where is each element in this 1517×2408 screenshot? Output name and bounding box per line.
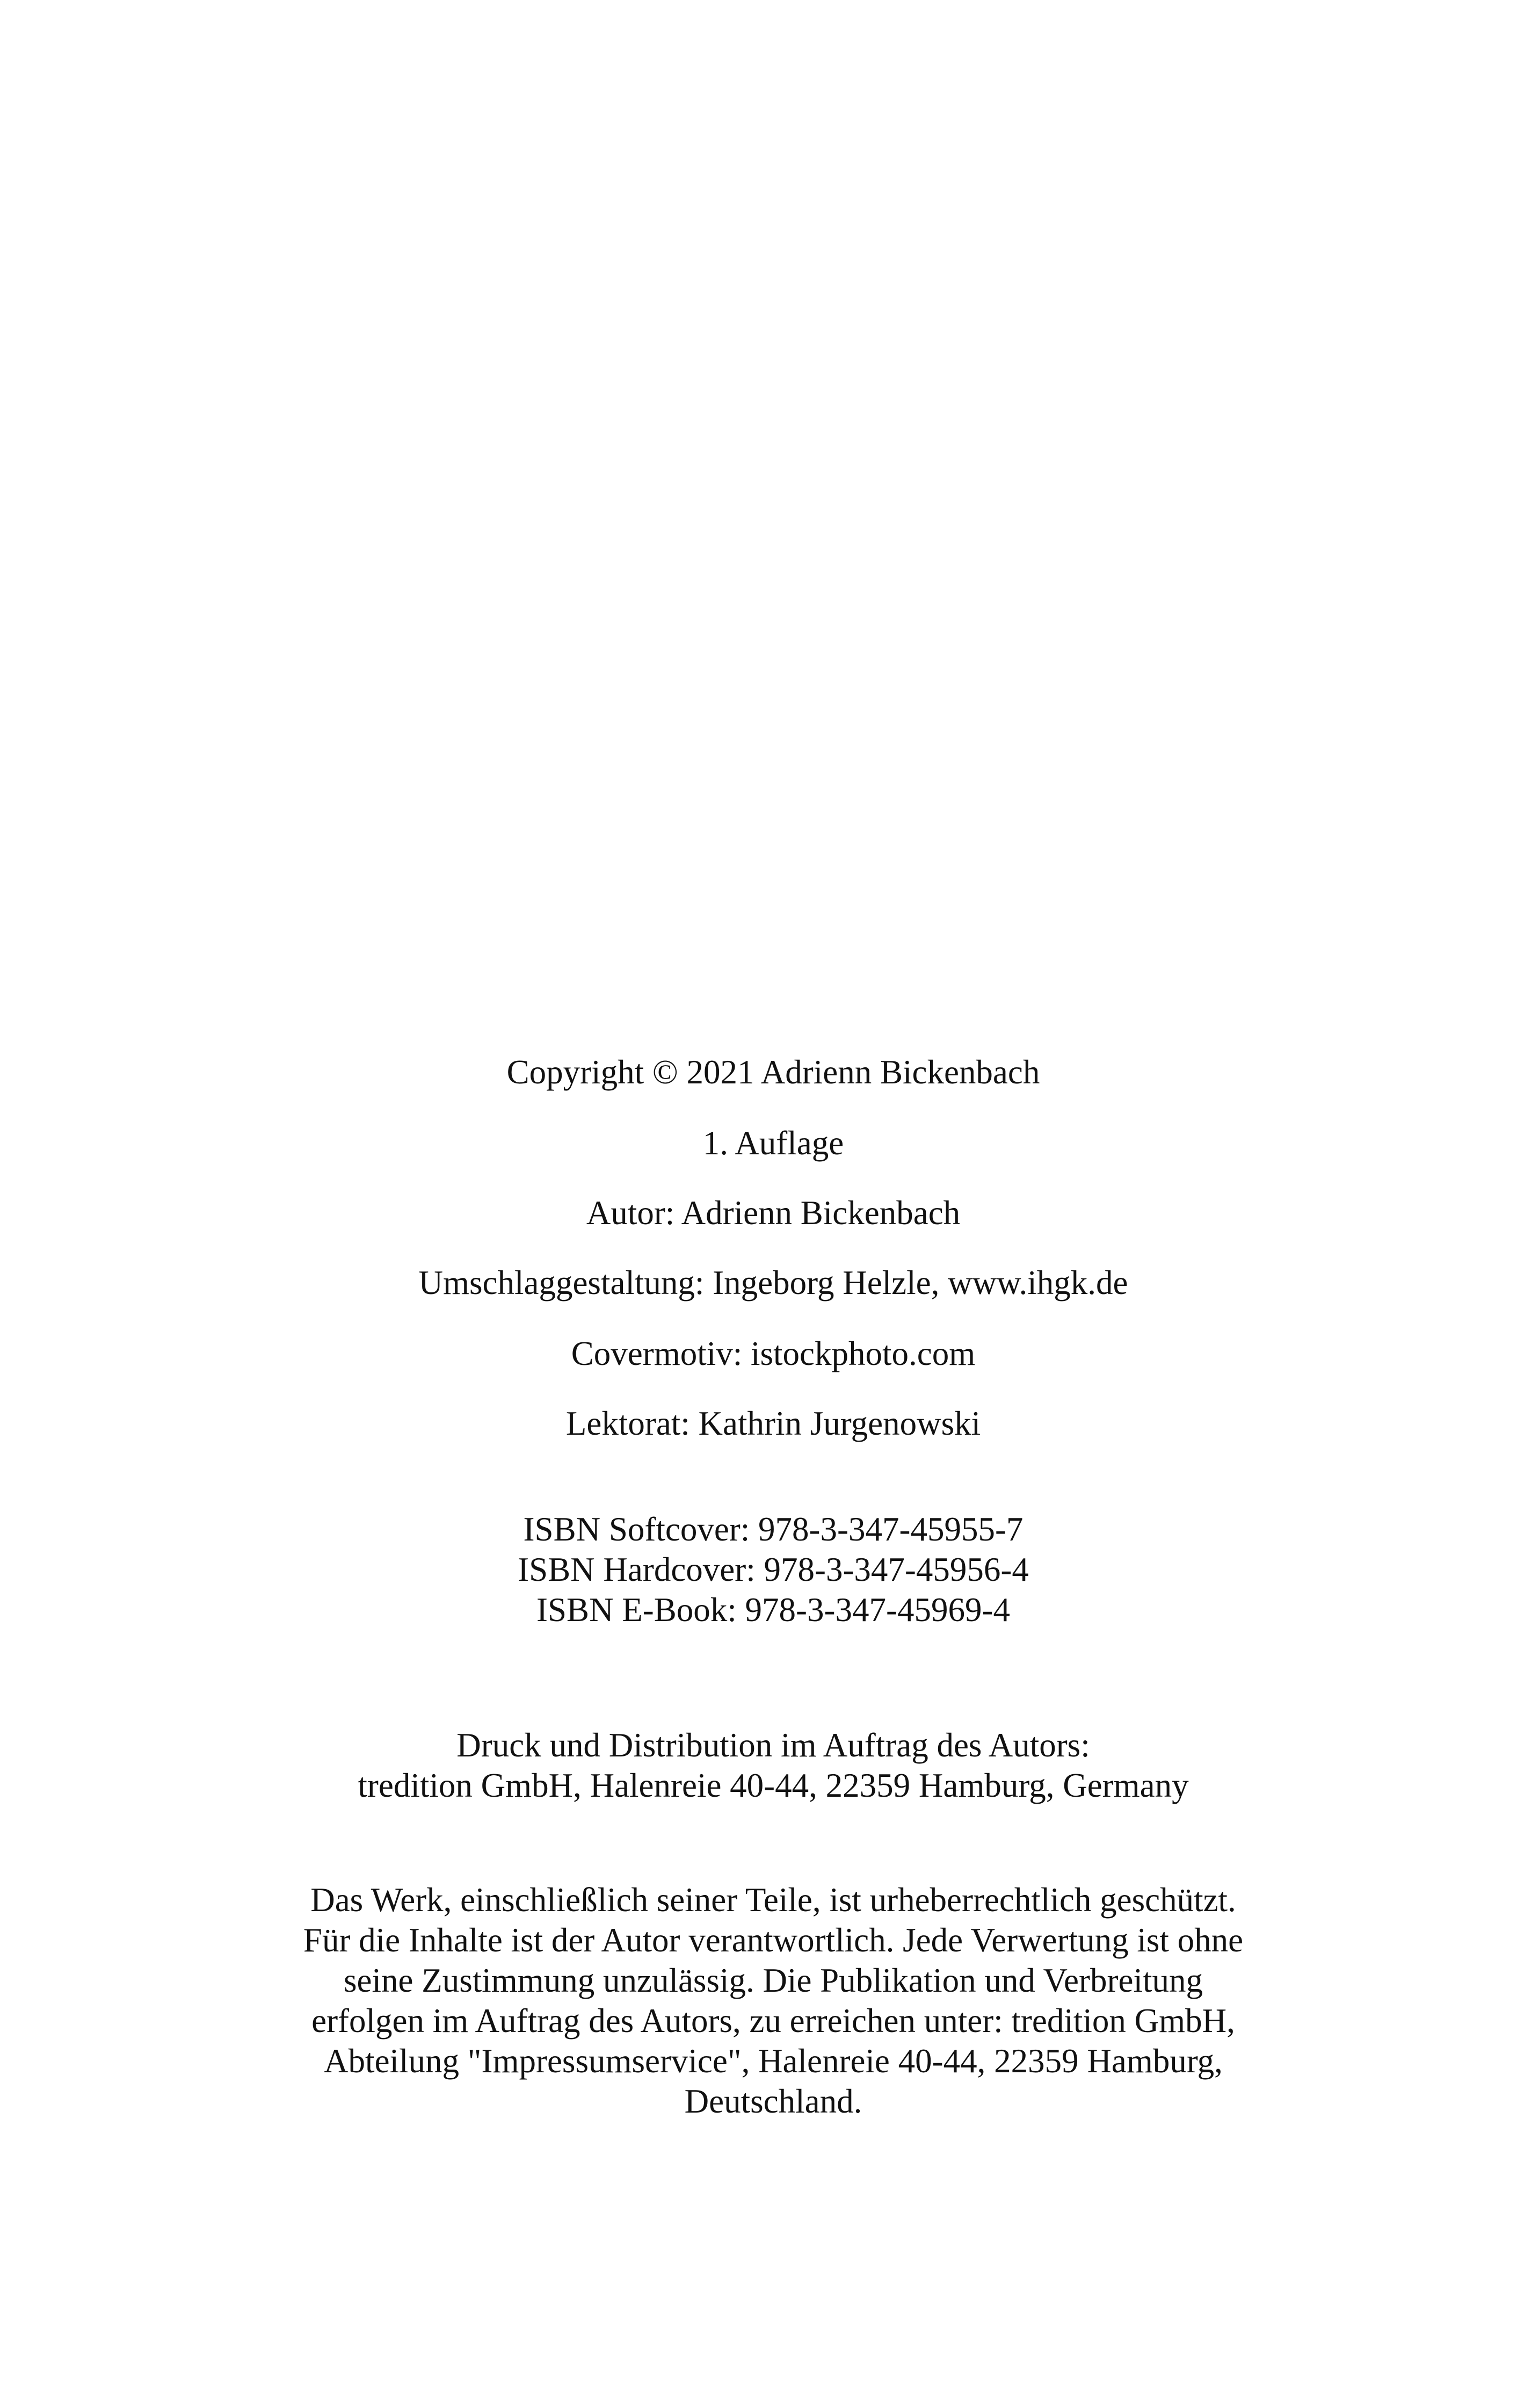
isbn-ebook: ISBN E-Book: 978-3-347-45969-4 [536, 1591, 1010, 1629]
distribution-line-1: Druck und Distribution im Auftrag des Autors: [456, 1726, 1090, 1764]
isbn-block [0, 1509, 1517, 1630]
legal-line-2: Für die Inhalte ist der Autor verantwortlich. Jede Verwertung ist ohne [303, 1921, 1244, 1959]
cover-design-line: Umschlaggestaltung: Ingeborg Helzle, www.ihgk.de [418, 1264, 1128, 1301]
legal-line-1: Das Werk, einschließlich seiner Teile, ist urheberrechtlich geschützt. [310, 1881, 1236, 1919]
distribution-block [0, 1725, 1517, 1806]
distribution-line-2: tredition GmbH, Halenreie 40-44, 22359 Hamburg, Germany [358, 1767, 1189, 1804]
copyright-line: Copyright © 2021 Adrienn Bickenbach [506, 1053, 1040, 1091]
legal-line-5: Abteilung "Impressumservice", Halenreie 40-44, 22359 Hamburg, [324, 2042, 1223, 2080]
editing-line: Lektorat: Kathrin Jurgenowski [565, 1405, 981, 1442]
legal-notice [0, 1880, 1517, 2122]
legal-line-6: Deutschland. [684, 2082, 862, 2120]
legal-line-4: erfolgen im Auftrag des Autors, zu erreichen unter: tredition GmbH, [311, 2002, 1235, 2040]
author-line: Autor: Adrienn Bickenbach [586, 1194, 961, 1232]
legal-line-3: seine Zustimmung unzulässig. Die Publikation und Verbreitung [344, 1962, 1203, 1999]
isbn-softcover: ISBN Softcover: 978-3-347-45955-7 [523, 1510, 1024, 1548]
isbn-hardcover: ISBN Hardcover: 978-3-347-45956-4 [518, 1551, 1029, 1588]
edition-line: 1. Auflage [702, 1124, 844, 1162]
cover-motif-line: Covermotiv: istockphoto.com [571, 1335, 976, 1372]
